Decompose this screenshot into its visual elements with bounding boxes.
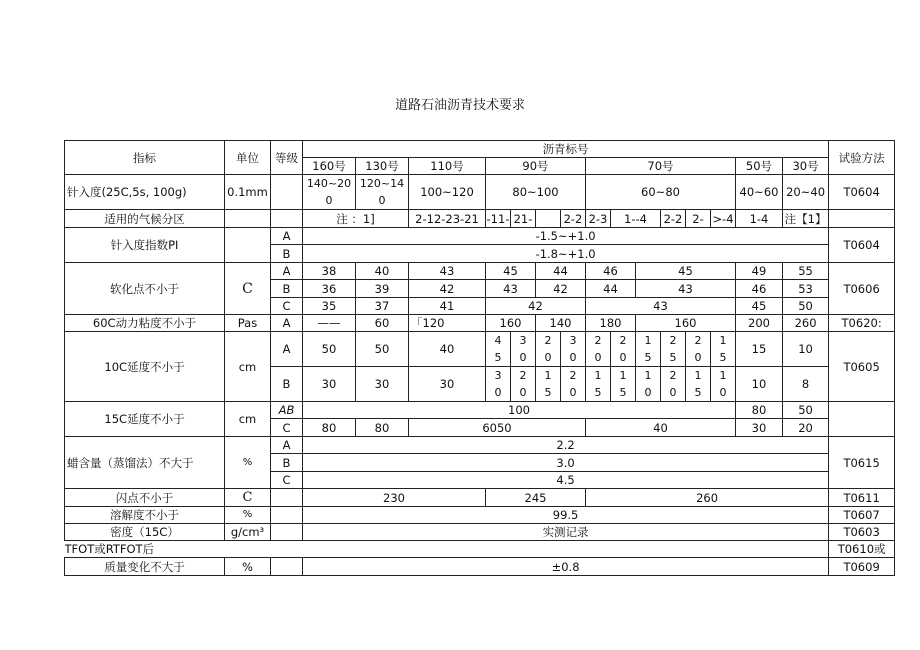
softening-a-90b: 44 <box>536 263 586 280</box>
ductility10-a-c7: 1 5 <box>636 332 661 367</box>
climate-30: 注【1】 <box>783 210 829 228</box>
softening-c-130: 37 <box>356 298 409 315</box>
ductility10-a-c6: 2 0 <box>611 332 636 367</box>
softening-a-110: 43 <box>409 263 486 280</box>
softening-c-70: 43 <box>586 298 736 315</box>
softening-b-30: 53 <box>783 280 829 298</box>
header-test-method: 试验方法 <box>829 141 895 175</box>
climate-110: 2-12-23-21 <box>409 210 486 228</box>
solubility-unit: % <box>225 507 271 524</box>
penetration-160: 140~20 0 <box>303 175 356 210</box>
ductility10-b-c3: 1 5 <box>536 367 561 402</box>
density-name: 密度（15C） <box>65 524 225 541</box>
ductility15-c-160: 80 <box>303 419 356 437</box>
climate-70-3: 2-2 <box>661 210 686 228</box>
softening-b-160: 36 <box>303 280 356 298</box>
climate-90-3 <box>536 210 561 228</box>
pi-grade-b: B <box>271 245 303 263</box>
ductility10-b-c9: 1 5 <box>686 367 711 402</box>
ductility10-unit: cm <box>225 332 271 402</box>
viscosity-90a: 160 <box>486 315 536 332</box>
grade-70: 70号 <box>586 158 736 175</box>
grade-30: 30号 <box>783 158 829 175</box>
ductility10-b-c6: 1 5 <box>611 367 636 402</box>
mass-name: 质量变化不大于 <box>65 558 225 576</box>
viscosity-90b: 140 <box>536 315 586 332</box>
pi-method: T0604 <box>829 228 895 263</box>
climate-name: 适用的气候分区 <box>65 210 225 228</box>
climate-70-1: 2-3 <box>586 210 611 228</box>
softening-a-70b: 45 <box>636 263 736 280</box>
ductility10-a-c9: 2 0 <box>686 332 711 367</box>
ductility15-grade-ab: AB <box>271 402 303 419</box>
ductility15-c-30: 20 <box>783 419 829 437</box>
ductility10-b-130: 30 <box>356 367 409 402</box>
ductility15-c-50: 30 <box>736 419 783 437</box>
penetration-30: 20~40 <box>783 175 829 210</box>
wax-grade-b: B <box>271 454 303 472</box>
softening-a-50: 49 <box>736 263 783 280</box>
ductility10-method: T0605 <box>829 332 895 402</box>
wax-value-c: 4.5 <box>303 472 829 489</box>
viscosity-160: —— <box>303 315 356 332</box>
ductility10-b-c5: 1 5 <box>586 367 611 402</box>
softening-b-70a: 44 <box>586 280 636 298</box>
header-unit: 单位 <box>225 141 271 175</box>
ductility10-b-c4: 2 0 <box>561 367 586 402</box>
ductility10-a-c2: 3 0 <box>511 332 536 367</box>
document-title: 道路石油沥青技术要求 <box>394 98 525 113</box>
viscosity-70a: 180 <box>586 315 636 332</box>
ductility10-name: 10C延度不小于 <box>65 332 225 402</box>
softening-a-130: 40 <box>356 263 409 280</box>
softening-b-50: 46 <box>736 280 783 298</box>
wax-grade-c: C <box>271 472 303 489</box>
penetration-70: 60~80 <box>586 175 736 210</box>
ductility15-unit: cm <box>225 402 271 437</box>
climate-90-1: -11- <box>486 211 510 226</box>
ductility10-a-c10: 1 5 <box>711 332 736 367</box>
tfot-name: TFOT或RTFOT后 <box>65 541 829 558</box>
density-method: T0603 <box>829 524 895 541</box>
ductility15-name: 15C延度不小于 <box>65 402 225 437</box>
wax-value-b: 3.0 <box>303 454 829 472</box>
ductility10-b-c8: 2 0 <box>661 367 686 402</box>
ductility10-a-c3: 2 0 <box>536 332 561 367</box>
ductility10-b-30: 8 <box>783 367 829 402</box>
ductility15-ab-value: 100 <box>303 402 736 419</box>
flash-value-2: 245 <box>486 489 586 507</box>
ductility15-c-130: 80 <box>356 419 409 437</box>
flash-unit: C <box>225 489 271 507</box>
viscosity-30: 260 <box>783 315 829 332</box>
density-unit: g/cm³ <box>225 524 271 541</box>
penetration-50: 40~60 <box>736 175 783 210</box>
penetration-90: 80~100 <box>486 175 586 210</box>
ductility10-b-160: 30 <box>303 367 356 402</box>
viscosity-130: 60 <box>356 315 409 332</box>
penetration-method: T0604 <box>829 175 895 210</box>
pi-value-b: -1.8~+1.0 <box>303 245 829 263</box>
pi-grade-a: A <box>271 228 303 245</box>
penetration-110: 100~120 <box>409 175 486 210</box>
solubility-value: 99.5 <box>303 507 829 524</box>
softening-grade-b: B <box>271 280 303 298</box>
climate-160-130: 注 ：1] <box>303 210 409 228</box>
tfot-method: T0610或 <box>829 541 895 558</box>
ductility10-a-50: 15 <box>736 332 783 367</box>
ductility10-grade-a: A <box>271 332 303 367</box>
ductility10-b-c1: 3 0 <box>486 367 511 402</box>
header-asphalt-label: 沥青标号 <box>303 141 829 158</box>
penetration-name: 针入度(25C,5s, 100g) <box>65 175 225 210</box>
softening-c-160: 35 <box>303 298 356 315</box>
density-value: 实测记录 <box>303 524 829 541</box>
grade-90: 90号 <box>486 158 586 175</box>
ductility15-c-110-90: 6050 <box>409 419 586 437</box>
wax-grade-a: A <box>271 437 303 454</box>
grade-130: 130号 <box>356 158 409 175</box>
viscosity-unit: Pas <box>225 315 271 332</box>
ductility15-ab-30: 50 <box>783 402 829 419</box>
ductility15-grade-c: C <box>271 419 303 437</box>
viscosity-70b: 160 <box>636 315 736 332</box>
header-grade: 等级 <box>271 141 303 175</box>
mass-unit: % <box>225 558 271 576</box>
softening-unit: C <box>225 263 271 315</box>
softening-b-130: 39 <box>356 280 409 298</box>
ductility10-b-c2: 2 0 <box>511 367 536 402</box>
header-indicator: 指标 <box>65 141 225 175</box>
climate-70-4: 2- <box>686 210 711 228</box>
climate-70-5: >-4 <box>712 211 734 226</box>
asphalt-spec-table <box>64 140 895 576</box>
ductility10-a-30: 10 <box>783 332 829 367</box>
softening-b-110: 42 <box>409 280 486 298</box>
ductility10-b-50: 10 <box>736 367 783 402</box>
softening-c-50: 45 <box>736 298 783 315</box>
softening-name: 软化点不小于 <box>65 263 225 315</box>
flash-method: T0611 <box>829 489 895 507</box>
climate-50: 1-4 <box>736 210 783 228</box>
climate-90-2: 21- <box>511 210 536 228</box>
softening-b-90b: 42 <box>536 280 586 298</box>
viscosity-method: T0620: <box>829 315 895 332</box>
solubility-method: T0607 <box>829 507 895 524</box>
ductility10-a-130: 50 <box>356 332 409 367</box>
pi-name: 针入度指数PI <box>65 228 225 263</box>
softening-a-90a: 45 <box>486 263 536 280</box>
softening-a-70a: 46 <box>586 263 636 280</box>
softening-b-90a: 43 <box>486 280 536 298</box>
ductility10-a-c4: 3 0 <box>561 332 586 367</box>
grade-110: 110号 <box>409 158 486 175</box>
flash-value-1: 230 <box>303 489 486 507</box>
softening-b-70b: 43 <box>636 280 736 298</box>
viscosity-50: 200 <box>736 315 783 332</box>
ductility10-b-110: 30 <box>409 367 486 402</box>
ductility10-a-c5: 2 0 <box>586 332 611 367</box>
climate-70-2: 1--4 <box>611 210 661 228</box>
wax-value-a: 2.2 <box>303 437 829 454</box>
grade-50: 50号 <box>736 158 783 175</box>
grade-160: 160号 <box>303 158 356 175</box>
ductility10-a-160: 50 <box>303 332 356 367</box>
penetration-130: 120~14 0 <box>356 175 409 210</box>
viscosity-grade: A <box>271 315 303 332</box>
solubility-name: 溶解度不小于 <box>65 507 225 524</box>
ductility15-ab-50: 80 <box>736 402 783 419</box>
softening-grade-a: A <box>271 263 303 280</box>
viscosity-110: 「120 <box>409 315 486 332</box>
softening-grade-c: C <box>271 298 303 315</box>
viscosity-name: 60C动力粘度不小于 <box>65 315 225 332</box>
ductility10-b-c7: 1 0 <box>636 367 661 402</box>
softening-method: T0606 <box>829 263 895 315</box>
ductility10-grade-b: B <box>271 367 303 402</box>
ductility10-b-c10: 1 0 <box>711 367 736 402</box>
mass-method: T0609 <box>829 558 895 576</box>
softening-a-160: 38 <box>303 263 356 280</box>
ductility10-a-c8: 2 5 <box>661 332 686 367</box>
softening-c-110: 41 <box>409 298 486 315</box>
penetration-unit: 0.1mm <box>225 175 271 210</box>
softening-c-30: 50 <box>783 298 829 315</box>
softening-a-30: 55 <box>783 263 829 280</box>
flash-name: 闪点不小于 <box>65 489 225 507</box>
ductility10-a-c1: 4 5 <box>486 332 511 367</box>
flash-value-3: 260 <box>586 489 829 507</box>
softening-c-90: 42 <box>486 298 586 315</box>
ductility10-a-110: 40 <box>409 332 486 367</box>
wax-unit: % <box>225 437 271 489</box>
mass-value: ±0.8 <box>303 558 829 576</box>
climate-90-4: 2-2 <box>561 210 586 228</box>
wax-name: 蜡含量（蒸馏法）不大于 <box>65 437 225 489</box>
pi-value-a: -1.5~+1.0 <box>303 228 829 245</box>
wax-method: T0615 <box>829 437 895 489</box>
ductility15-c-70: 40 <box>586 419 736 437</box>
